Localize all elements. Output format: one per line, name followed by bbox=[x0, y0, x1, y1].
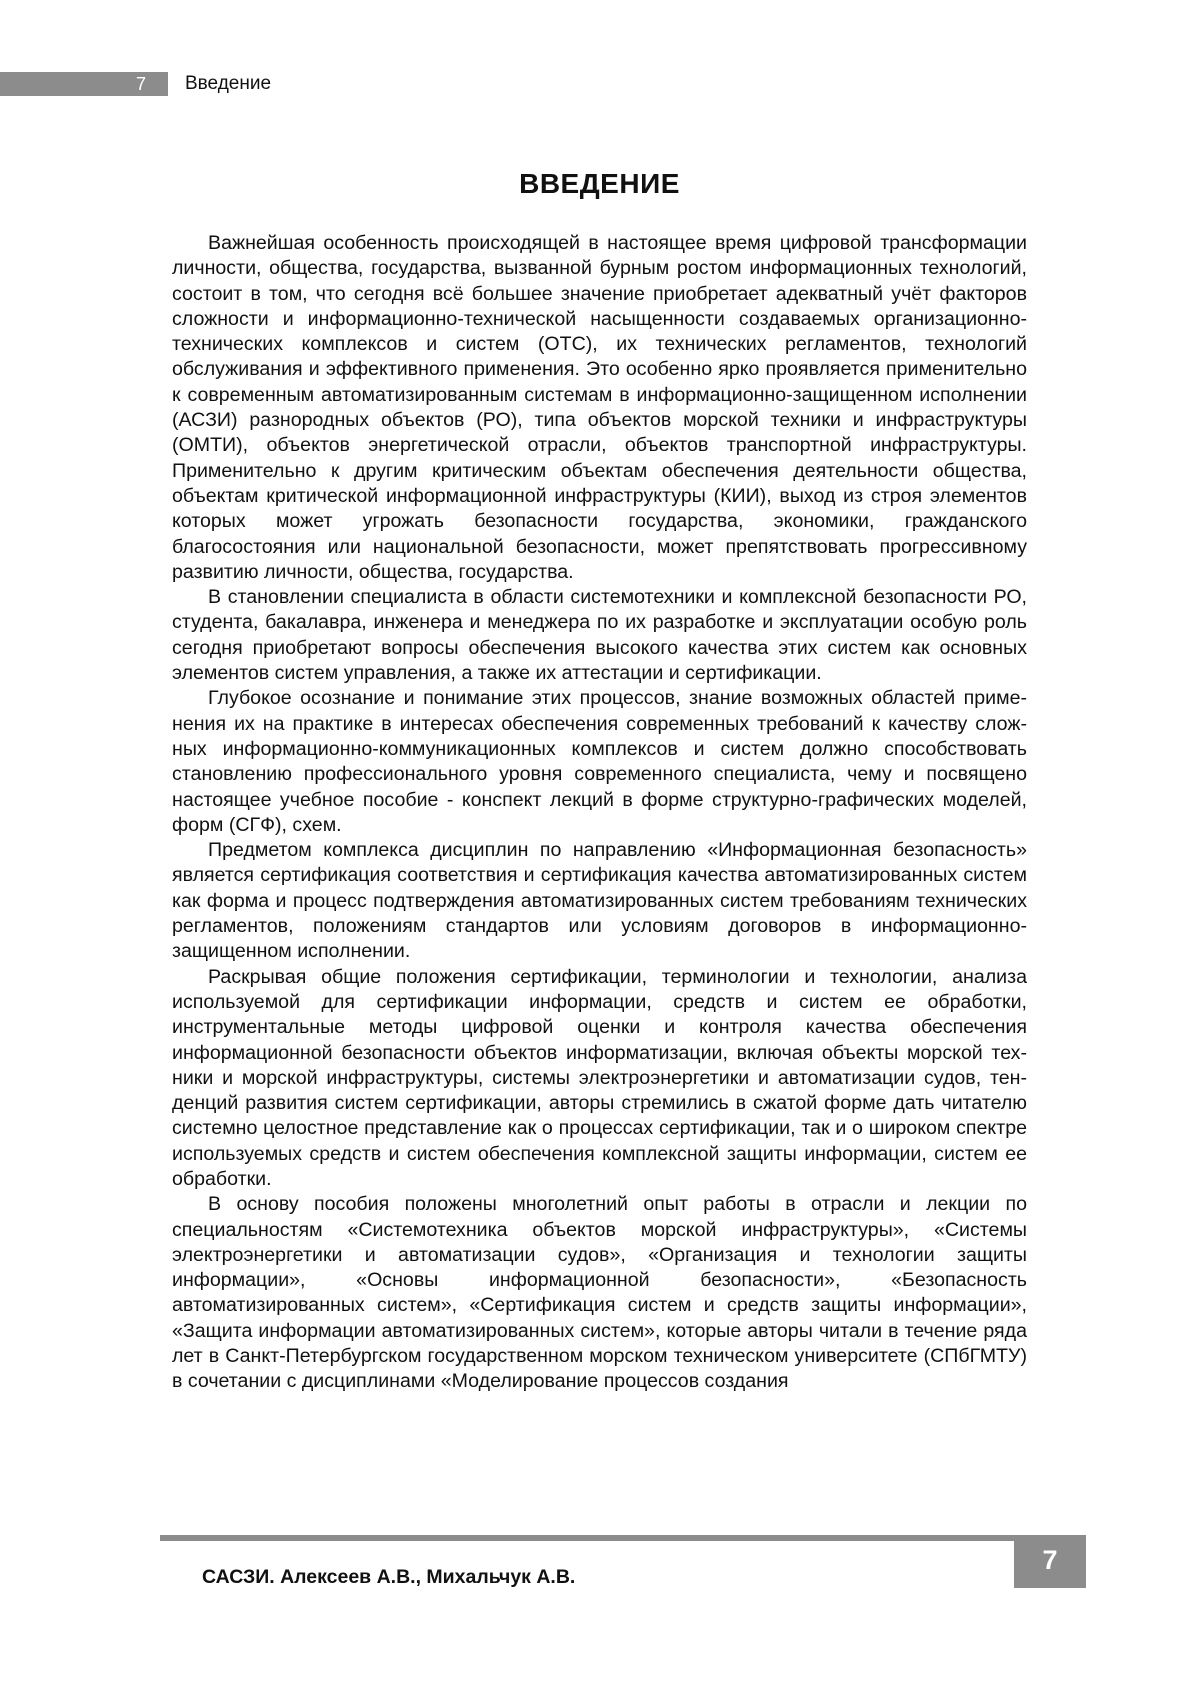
paragraph-2: В становлении специалиста в области системотехники и комплексной безопасности РО, студента, бакалавра, инженера и менеджера по их разработке и эксплуатации особую роль сегодня приобретают вопросы обеспечения высокого качества этих систем как основных элементов систем управления, а также их аттестации и сертификации. bbox=[172, 586, 1027, 685]
header-section-title: Введение bbox=[185, 73, 272, 94]
header-page-number: 7 bbox=[136, 74, 147, 94]
footer-rule bbox=[160, 1535, 1086, 1541]
paragraph-3: Глубокое осознание и понимание этих процессов, знание возможных областей применения их на практике в интересах обеспечения современных требований к качеству сложных информационно-коммуникационных комплексов и систем должно способствовать становлению профессионального уровня современного специалиста, чему и посвящено настоящее учебное пособие - конспект лекций в форме структурно-графических моделей, форм (СГФ), схем. bbox=[172, 687, 1027, 836]
paragraph-6: В основу пособия положены многолетний опыт работы в отрасли и лекции по специальностям «Системотехника объектов морской инфраструктуры», «Системы электроэнергетики и автоматизации судов», «Организация и технологии защиты информации», «Основы информационной безопасности», «Безопасность автоматизированных систем», «Сертификация систем и средств защиты информации», «Защита информации автоматизированных систем», которые авторы читали в течение ряда лет в Санкт-Петербургском государственном морском техническом университете (СПбГМТУ) в сочетании с дисциплинами «Моделирование процессов создания bbox=[172, 1193, 1027, 1393]
footer-page-number: 7 bbox=[1042, 1545, 1058, 1575]
footer-authors: САСЗИ. Алексеев А.В., Михальчук А.В. bbox=[202, 1566, 576, 1588]
paragraph-1: Важнейшая особенность происходящей в настоящее время цифровой трансформации личности, общества, государства, вызванной бурным ростом информационных технологий, состоит в том, что сегодня всё большее значение приобретает адекватный учёт факторов сложности и информационно-технической насыщенности создаваемых организационно-технических комплексов и систем (ОТС), их технических регламентов, технологий обслуживания и эффективного применения. Это особенно ярко проявляется применительно к современным автоматизированным системам в информационно-защищенном исполнении (АСЗИ) разнородных объектов (РО), типа объектов морской техники и инфраструктуры (ОМТИ), объектов энергетической отрасли, объектов транспортной инфраструктуры. Применительно к другим критическим объектам обеспечения деятельности общества, объектам критической информационной инфраструктуры (КИИ), выход из строя элементов которых может угрожать безопасности государства, экономики, гражданского благосостояния или национальной безопасности, может препятствовать прогрессивному развитию личности, общества, государства. bbox=[172, 232, 1027, 583]
body-text bbox=[172, 231, 1027, 1395]
chapter-title: ВВЕДЕНИЕ bbox=[519, 168, 680, 199]
paragraph-4: Предметом комплекса дисциплин по направлению «Информационная безопасность» является сертификация соответствия и сертификация качества автоматизированных систем как форма и процесс подтверждения автоматизированных систем требованиям технических регламентов, положениям стандартов или условиям договоров в информационно-защищенном исполнении. bbox=[172, 839, 1027, 963]
paragraph-5: Раскрывая общие положения сертификации, терминологии и технологии, анализа используемой для сертификации информации, средств и систем ее обработки, инструментальные методы цифровой оценки и контроля качества обеспечения информационной безопасности объектов информатизации, включая объекты морской техники и морской инфраструктуры, системы электроэнергетики и автоматизации судов, тенденций развития систем сертификации, авторы стремились в сжатой форме дать читателю системно целостное представление как о процессах сертификации, так и о широком спектре используемых средств и систем обеспечения комплексной защиты информации, систем ее обработки. bbox=[172, 965, 1027, 1190]
